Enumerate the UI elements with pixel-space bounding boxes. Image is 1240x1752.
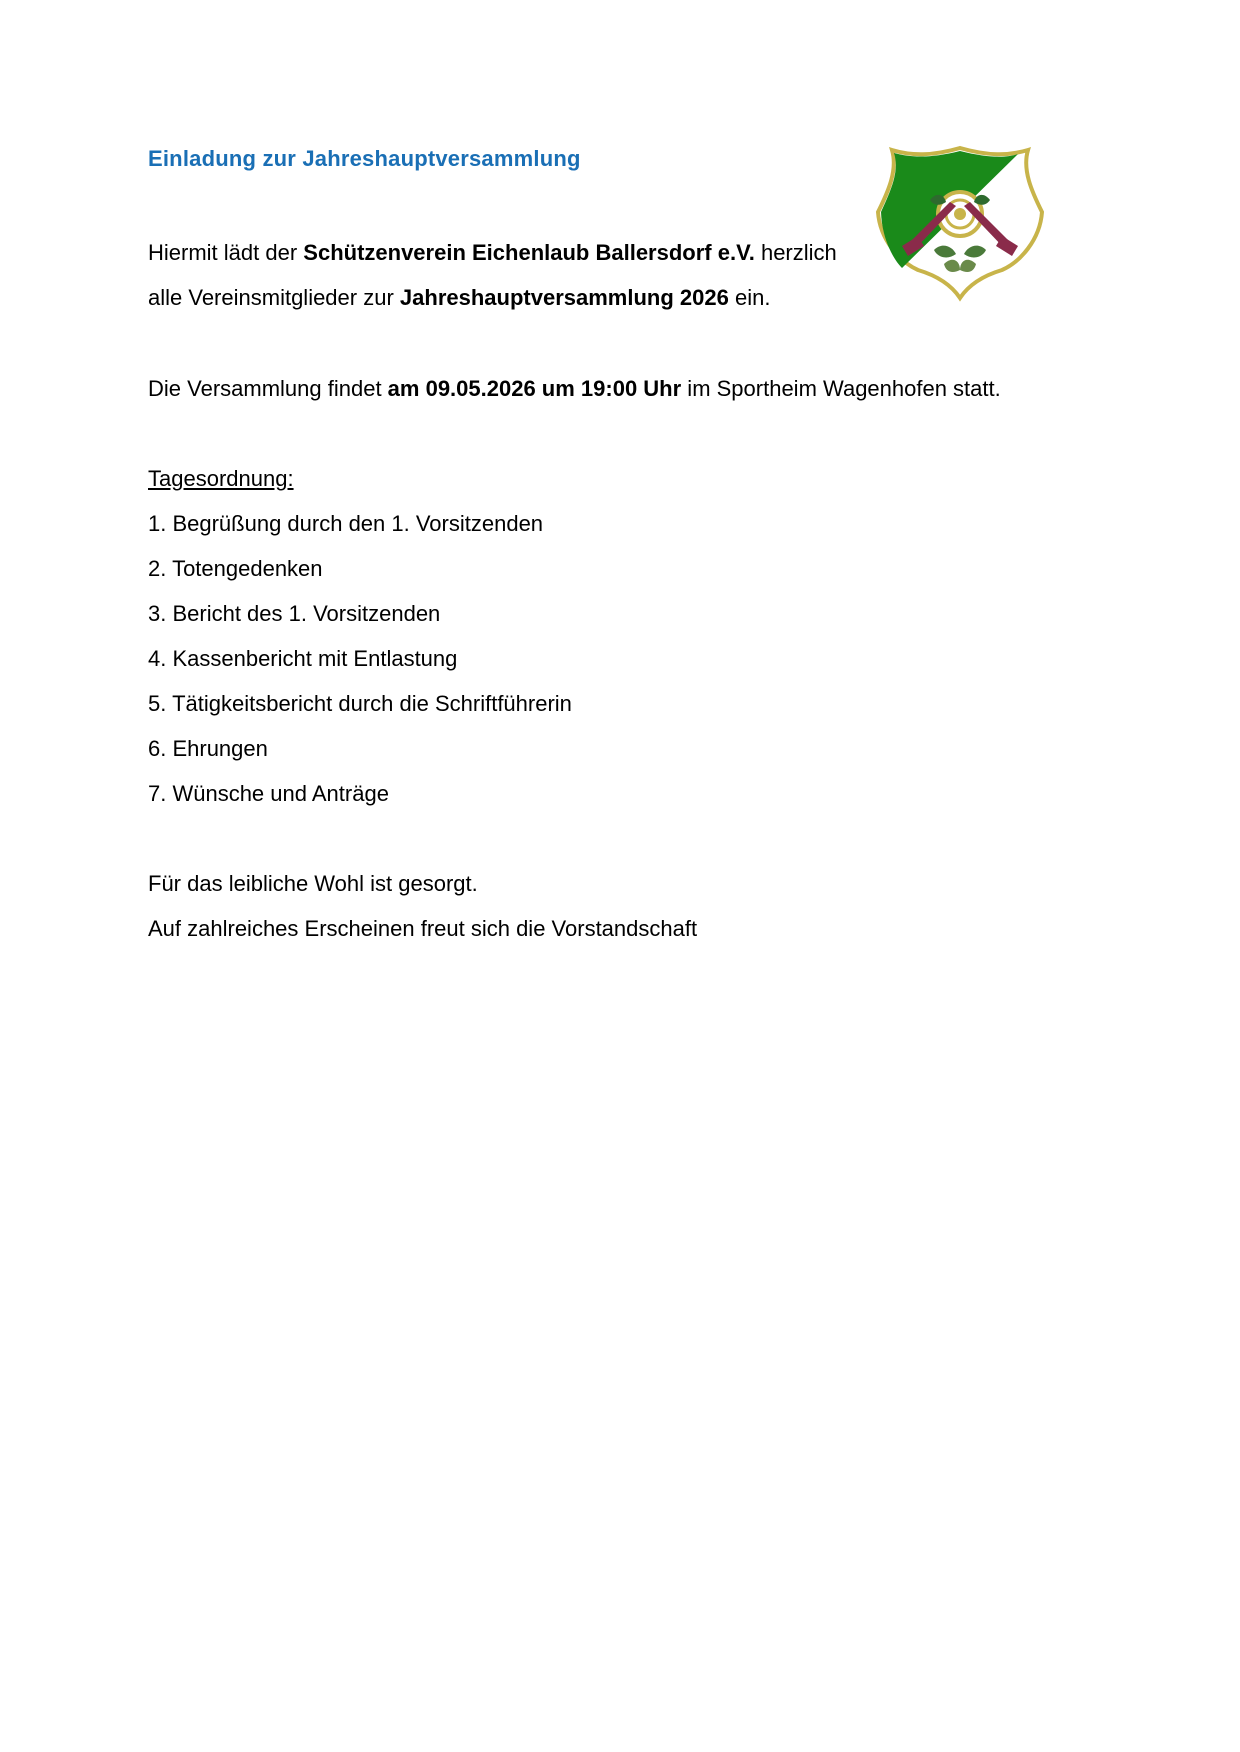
agenda-item: 7. Wünsche und Anträge (148, 781, 389, 806)
agenda-item: 5. Tätigkeitsbericht durch die Schriftführerin (148, 691, 572, 716)
intro-line-1 (148, 240, 837, 266)
intro-text: alle Vereinsmitglieder zur (148, 285, 400, 310)
intro-line-2 (148, 285, 770, 311)
agenda-item: 2. Totengedenken (148, 556, 323, 581)
meeting-text: im Sportheim Wagenhofen statt. (681, 376, 1001, 401)
document-title: Einladung zur Jahreshauptversammlung (148, 146, 581, 171)
meeting-datetime: am 09.05.2026 um 19:00 Uhr (387, 376, 682, 401)
event-name: Jahreshauptversammlung 2026 (399, 285, 729, 310)
intro-text: ein. (728, 285, 771, 310)
agenda-item: 4. Kassenbericht mit Entlastung (148, 646, 458, 671)
club-name: Schützenverein Eichenlaub Ballersdorf e.V. (303, 240, 755, 265)
agenda-item: 6. Ehrungen (148, 736, 268, 761)
club-crest-icon (872, 142, 1048, 302)
meeting-text: Die Versammlung findet (148, 376, 388, 401)
closing-line: Auf zahlreiches Erscheinen freut sich die Vorstandschaft (148, 916, 698, 941)
intro-text: Hiermit lädt der (148, 240, 304, 265)
agenda-item: 3. Bericht des 1. Vorsitzenden (148, 601, 441, 626)
closing-line: Für das leibliche Wohl ist gesorgt. (148, 871, 478, 896)
agenda-heading: Tagesordnung: (148, 466, 294, 491)
intro-text: herzlich (754, 240, 837, 265)
meeting-line (148, 376, 1001, 402)
agenda-item: 1. Begrüßung durch den 1. Vorsitzenden (148, 511, 544, 536)
